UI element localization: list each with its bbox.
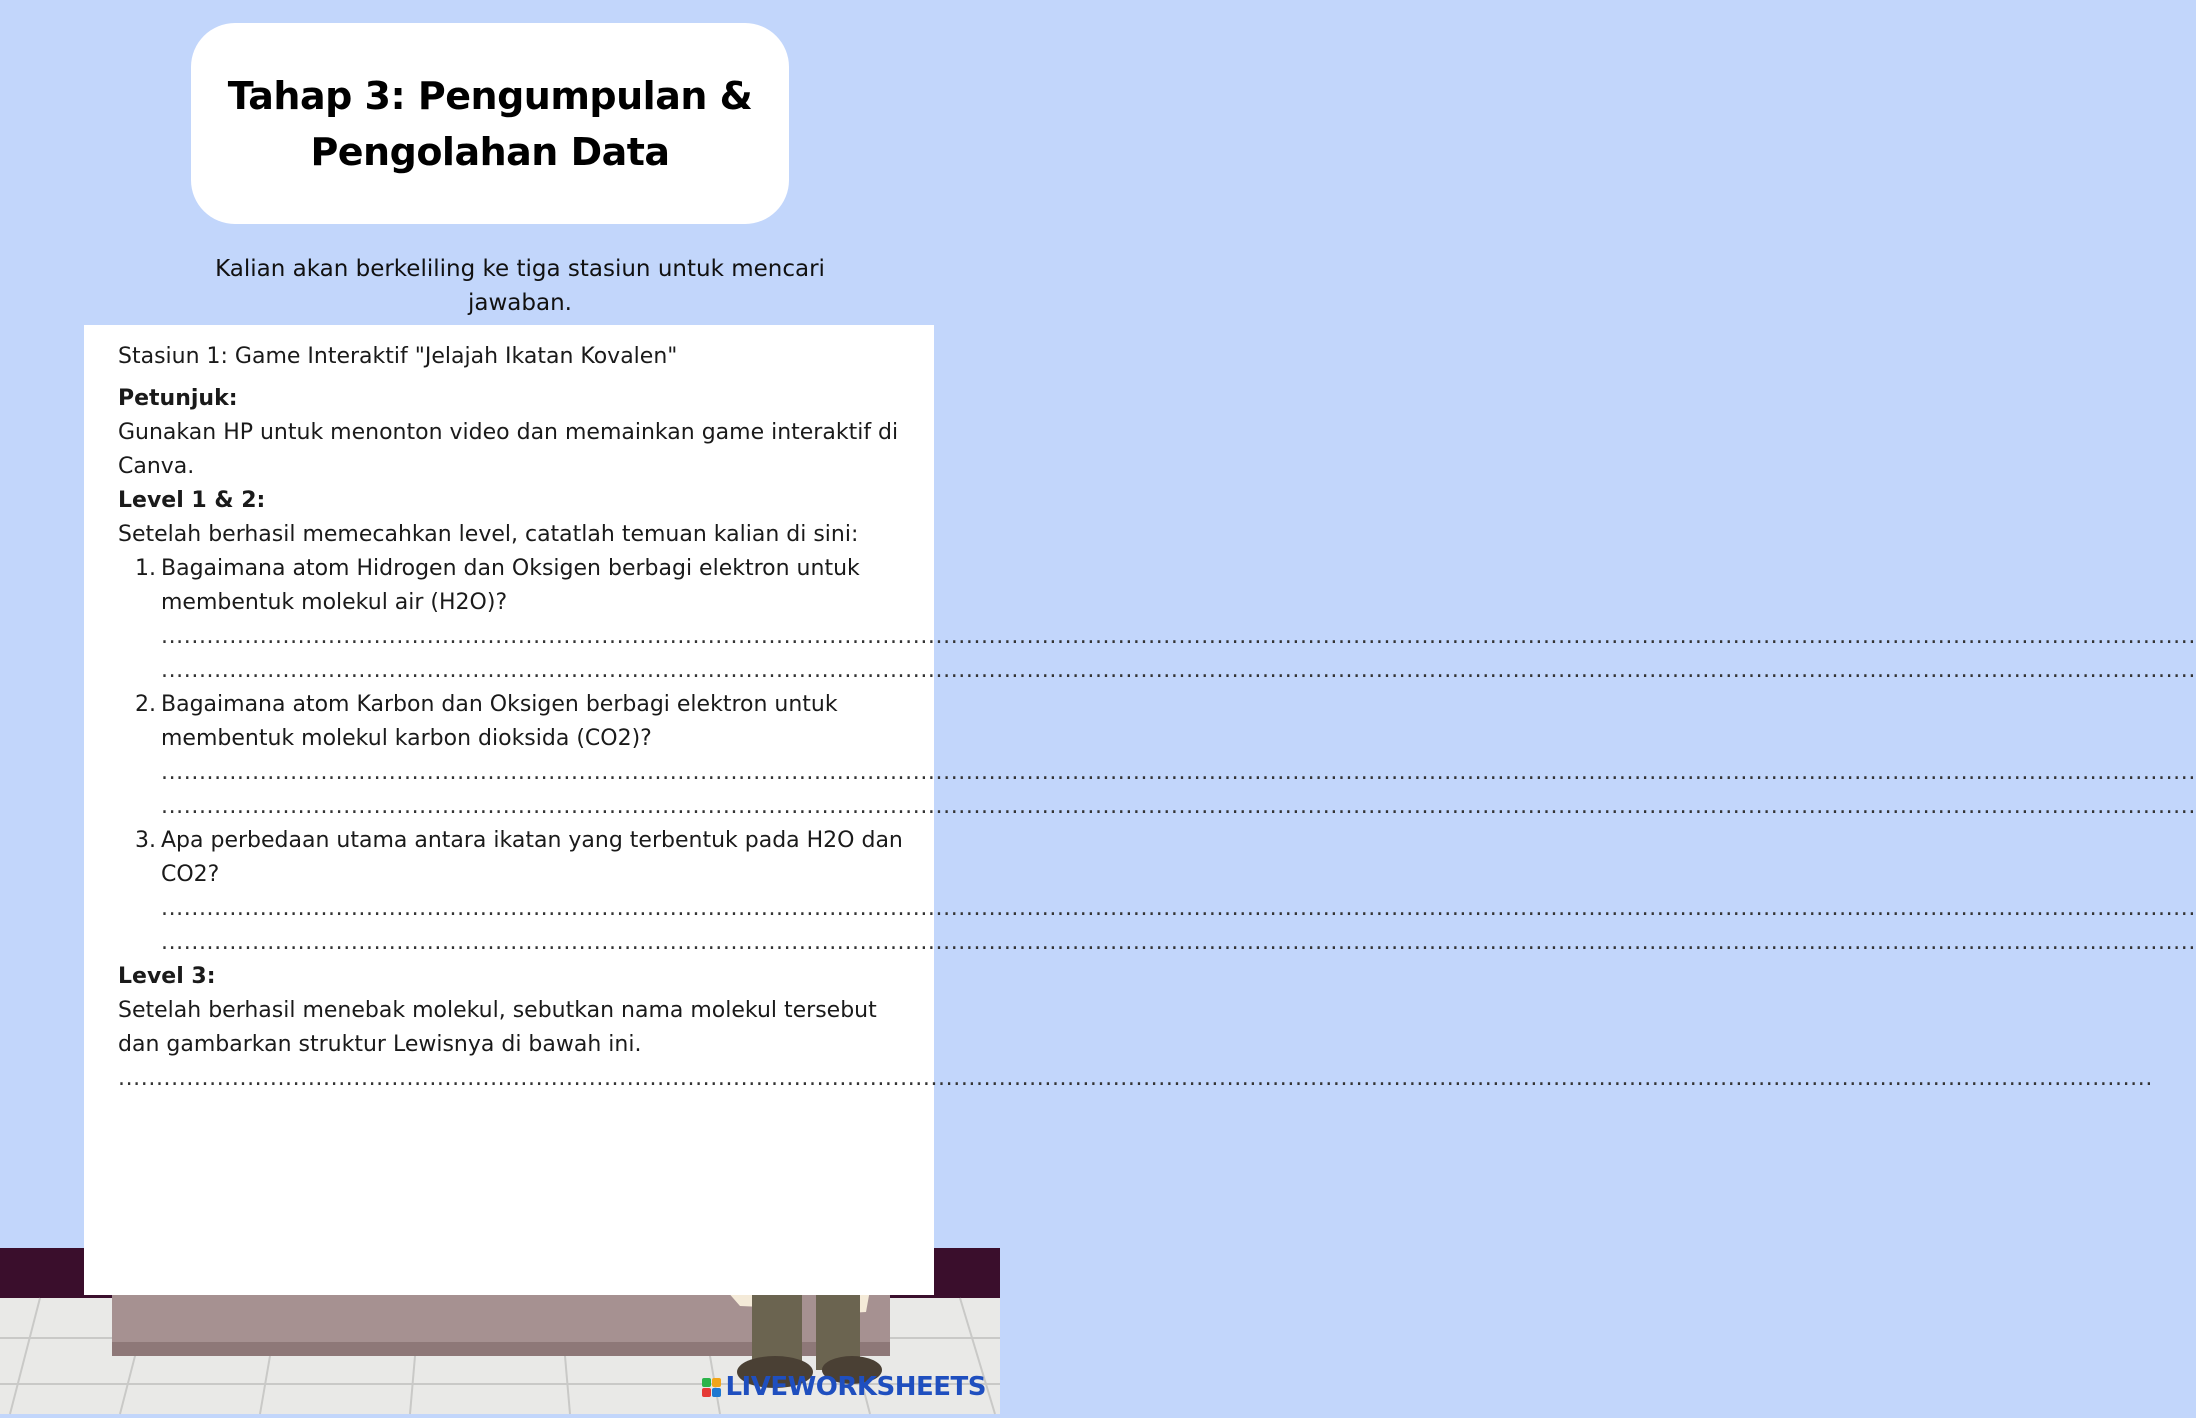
question-item xyxy=(118,824,2196,960)
answer-line[interactable]: ............................................................................................................................................................................................................................................................................ xyxy=(161,930,2196,955)
question-text: Bagaimana atom Hidrogen dan Oksigen berbagi elektron untuk membentuk molekul air (H2O)? xyxy=(161,556,860,615)
question-text: Apa perbedaan utama antara ikatan yang terbentuk pada H2O dan CO2? xyxy=(161,828,903,887)
title-card xyxy=(191,23,789,224)
level3-text: Setelah berhasil menebak molekul, sebutkan nama molekul tersebut dan gambarkan struktur Lewisnya di bawah ini. xyxy=(118,998,877,1057)
worksheet-content xyxy=(118,340,2196,1096)
answer-line[interactable]: ............................................................................................................................................................................................................................................................................ xyxy=(161,658,2196,683)
question-number: 2. xyxy=(135,692,156,717)
question-list xyxy=(118,552,2196,960)
answer-line[interactable]: ............................................................................................................................................................................................................................................................................ xyxy=(161,760,2196,785)
answer-line[interactable]: ............................................................................................................................................................................................................................................................................ xyxy=(161,794,2196,819)
question-number: 1. xyxy=(135,556,156,581)
question-number: 3. xyxy=(135,828,156,853)
answer-line[interactable]: ............................................................................................................................................................................................................................................................................ xyxy=(118,1066,2153,1091)
question-text: Bagaimana atom Karbon dan Oksigen berbagi elektron untuk membentuk molekul karbon dioksida (CO2)? xyxy=(161,692,838,751)
liveworksheets-watermark xyxy=(702,1372,986,1402)
instructions-heading: Petunjuk: xyxy=(118,386,238,411)
level12-heading: Level 1 & 2: xyxy=(118,488,266,513)
answer-line[interactable]: ............................................................................................................................................................................................................................................................................ xyxy=(161,896,2196,921)
question-item xyxy=(118,552,2196,688)
level3-heading: Level 3: xyxy=(118,964,216,989)
station-title: Stasiun 1: Game Interaktif "Jelajah Ikatan Kovalen" xyxy=(118,344,678,369)
answer-line[interactable]: ............................................................................................................................................................................................................................................................................ xyxy=(161,624,2196,649)
page-title: Tahap 3: Pengumpulan & Pengolahan Data xyxy=(227,73,753,174)
watermark-text: LIVEWORKSHEETS xyxy=(725,1372,986,1402)
level12-text: Setelah berhasil memecahkan level, catatlah temuan kalian di sini: xyxy=(118,522,859,547)
instructions-text: Gunakan HP untuk menonton video dan memainkan game interaktif di Canva. xyxy=(118,420,899,479)
liveworksheets-logo-icon xyxy=(702,1378,721,1397)
subtitle: Kalian akan berkeliling ke tiga stasiun untuk mencari jawaban. xyxy=(215,256,825,316)
question-item xyxy=(118,688,2196,824)
